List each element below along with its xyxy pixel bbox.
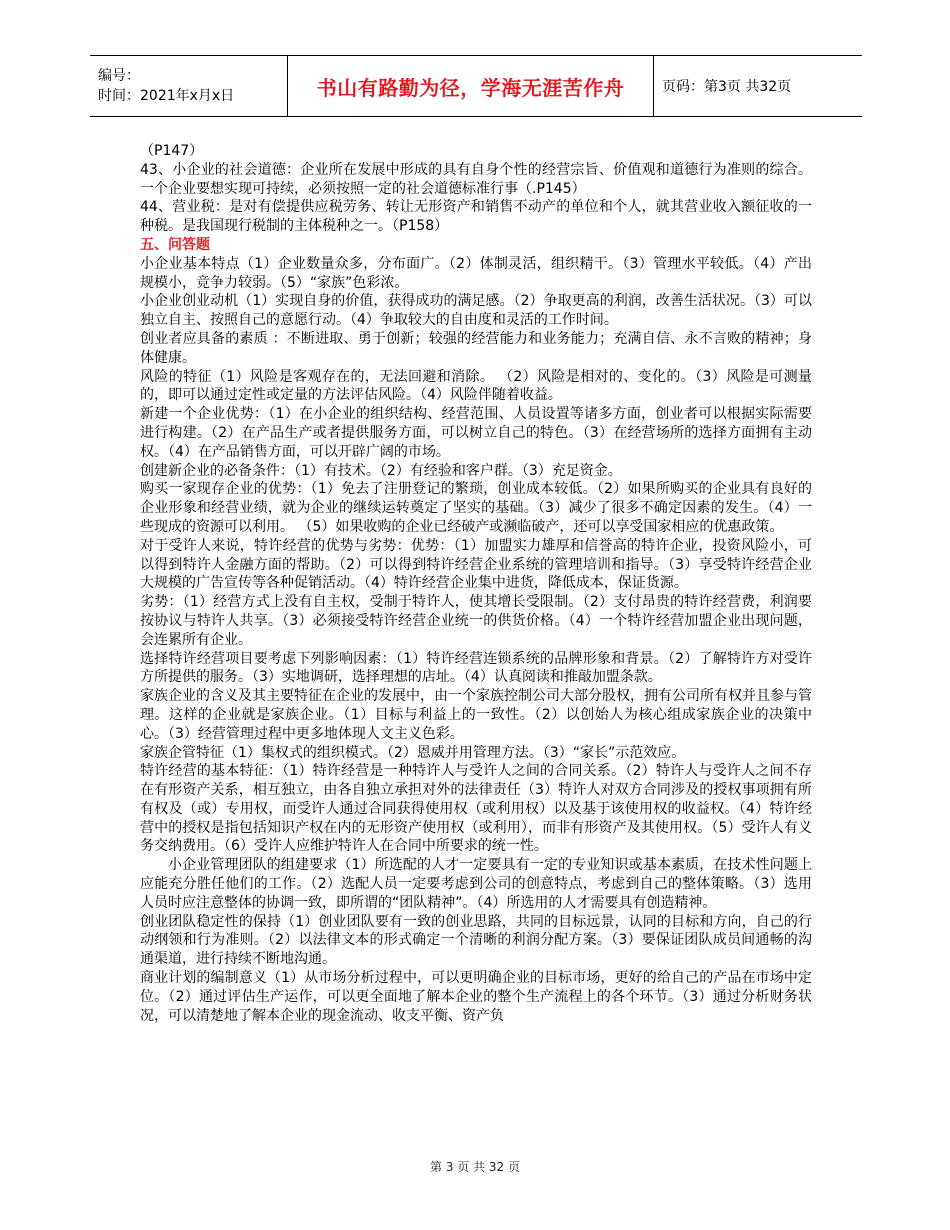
body-paragraph: 风险的特征（1）风险是客观存在的，无法回避和消除。 （2）风险是相对的、变化的。（3）风险是可测量的，即可以通过定性或定量的方法评估风险。（4）风险伴随着收益。 <box>140 368 812 404</box>
body-paragraph: 家族企管特征（1）集权式的组织模式。（2）恩威并用管理方法。（3）“家长”示范效应。 <box>140 744 686 761</box>
body-paragraph: 购买一家现存企业的优势：（1）免去了注册登记的繁琐，创业成本较低。（2）如果所购买的企业具有良好的企业形象和经营业绩，就为企业的继续运转奠定了坚实的基础。（3）减少了很多不确定因素的发生。（4）一些现成的资源可以利用。 （5）如果收购的企业已经破产或濒临破产，还可以享受国家相应的优惠政策。 <box>140 481 812 535</box>
body-paragraph: 商业计划的编制意义（1）从市场分析过程中，可以更明确企业的目标市场，更好的给自己的产品在市场中定位。（2）通过评估生产运作，可以更全面地了解本企业的整个生产流程上的各个环节。（3）通过分析财务状况，可以清楚地了解本企业的现金流动、收支平衡、资产负 <box>140 970 812 1024</box>
body-paragraph: （P147） <box>140 143 204 159</box>
document-body <box>140 142 812 1025</box>
header-page-info: 页码：第3页 共32页 <box>662 79 792 95</box>
body-paragraph: 小企业管理团队的组建要求（1）所选配的人才一定要具有一定的专业知识或基本素质，在技术性问题上应能充分胜任他们的工作。（2）选配人员一定要考虑到公司的创意特点，考虑到自己的整体策略。（3）选用人员时应注意整体的协调一致，即所谓的“团队精神”。（4）所选用的人才需要具有创造精神。 <box>140 857 812 911</box>
body-paragraph: 创业者应具备的素质 ：不断进取、勇于创新；较强的经营能力和业务能力；充满自信、永不言败的精神；身体健康。 <box>140 330 812 366</box>
page-footer: 第 3 页 共 32 页 <box>430 1160 520 1174</box>
page-header <box>90 55 862 117</box>
body-paragraph: 选择特许经营项目要考虑下列影响因素：（1）特许经营连锁系统的品牌形象和背景。（2）了解特许方对受许方所提供的服务。（3）实地调研，选择理想的店址。（4）认真阅读和推敲加盟条款。 <box>140 650 812 686</box>
body-paragraph: 小企业创业动机（1）实现自身的价值，获得成功的满足感。（2）争取更高的利润，改善生活状况。（3）可以独立自主、按照自己的意愿行动。（4）争取较大的自由度和灵活的工作时间。 <box>140 293 812 329</box>
header-motto: 书山有路勤为径，学海无涯苦作舟 <box>316 75 625 100</box>
body-paragraph: 特许经营的基本特征：（1）特许经营是一种特许人与受许人之间的合同关系。（2）特许人与受许人之间不存在有形资产关系，相互独立，由各自独立承担对外的法律责任（3）特许人对双方合同涉及的授权事项拥有所有权及（或）专用权，而受许人通过合同获得使用权（或利用权）以及基于该使用权的收益权。（4）特许经营中的授权是指包括知识产权在内的无形资产使用权（或利用），而非有形资产及其使用权。（5）受许人有义务交纳费用。（6）受许人应维护特许人在合同中所要求的统一性。 <box>140 763 812 855</box>
body-paragraph: 创建新企业的必备条件：（1）有技术。（2）有经验和客户群。（3）充足资金。 <box>140 462 622 479</box>
document-date: 时间：2021年x月x日 <box>98 88 235 104</box>
body-paragraph: 新建一个企业优势：（1）在小企业的组织结构、经营范围、人员设置等诸多方面，创业者可以根据实际需要进行构建。（2）在产品生产或者提供服务方面，可以树立自己的特色。（3）在经营场所的选择方面拥有主动权。（4）在产品销售方面，可以开辟广阔的市场。 <box>140 406 812 460</box>
body-paragraph: 家族企业的含义及其主要特征在企业的发展中，由一个家族控制公司大部分股权，拥有公司所有权并且参与管理。这样的企业就是家族企业。（1）目标与利益上的一致性。（2）以创始人为核心组成家族企业的决策中心。（3）经营管理过程中更多地体现人文主义色彩。 <box>140 688 812 742</box>
body-paragraph: 劣势：（1）经营方式上没有自主权，受制于特许人，使其增长受限制。（2）支付昂贵的特许经营费，利润要按协议与特许人共享。（3）必须接受特许经营企业统一的供货价格。（4）一个特许经营加盟企业出现问题，会连累所有企业。 <box>140 594 812 648</box>
section-heading: 五、问答题 <box>140 236 210 253</box>
header-page-info-cell <box>654 56 862 116</box>
body-paragraph: 创业团队稳定性的保持（1）创业团队要有一致的创业思路，共同的目标远景，认同的目标和方向，自己的行动纲领和行为准则。（2）以法律文本的形式确定一个清晰的利润分配方案。（3）要保证团队成员间通畅的沟通渠道，进行持续不断地沟通。 <box>140 913 812 968</box>
header-meta <box>90 56 287 116</box>
header-motto-cell <box>287 56 654 116</box>
document-number-label: 编号： <box>98 68 140 84</box>
body-paragraph: 44、营业税：是对有偿提供应税劳务、转让无形资产和销售不动产的单位和个人，就其营业收入额征收的一种税。是我国现行税制的主体税种之一。（P158） <box>140 199 812 235</box>
body-paragraph: 对于受许人来说，特许经营的优势与劣势：优势：（1）加盟实力雄厚和信誉高的特许企业，投资风险小，可以得到特许人金融方面的帮助。（2）可以得到特许经营企业系统的管理培训和指导。（3）享受特许经营企业大规模的广告宣传等各种促销活动。（4）特许经营企业集中进货，降低成本，保证货源。 <box>140 537 812 592</box>
body-paragraph: 小企业基本特点（1）企业数量众多，分布面广。（2）体制灵活，组织精干。（3）管理水平较低。（4）产出规模小，竞争力较弱。（5）“家族”色彩浓。 <box>140 255 812 291</box>
body-paragraph: 43、小企业的社会道德：企业所在发展中形成的具有自身个性的经营宗旨、价值观和道德行为准则的综合。一个企业要想实现可持续，必须按照一定的社会道德标准行事（.P145） <box>140 161 812 197</box>
